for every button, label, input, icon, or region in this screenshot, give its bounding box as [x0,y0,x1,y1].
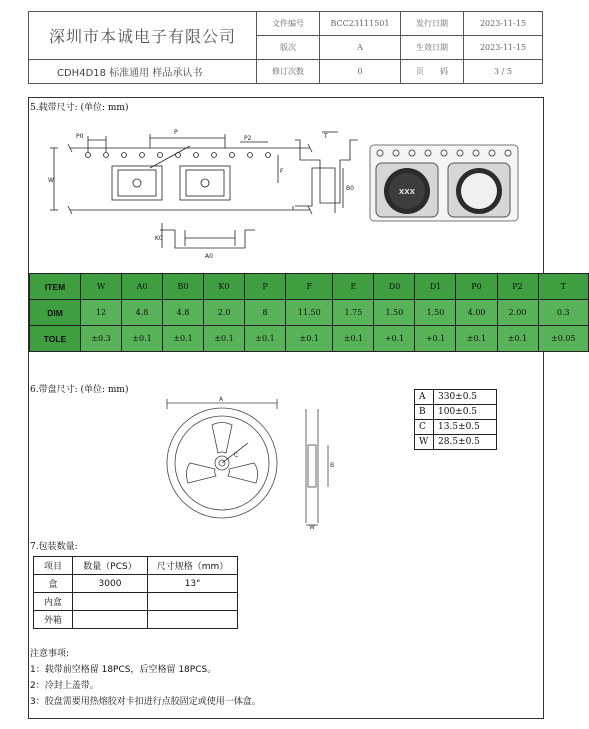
version-value: A [320,36,401,60]
label-t: T [324,133,328,140]
spec-header: E [333,274,374,300]
spec-tole-label: TOLE [30,326,81,352]
reel-label-c: C [234,452,239,459]
pack-header: 尺寸规格（mm） [148,557,238,575]
effective-date-value: 2023-11-15 [464,36,543,60]
reel-row [415,390,497,405]
document-header [28,11,543,84]
spec-dim-cell: 8 [245,300,286,326]
reel-key: C [415,420,434,435]
spec-header: F [286,274,333,300]
reel-spec-table [414,389,497,450]
pack-cell [148,611,238,629]
reel-label-b: B [330,462,335,469]
spec-tole-cell: ±0.1 [333,326,374,352]
spec-header: P0 [456,274,497,300]
reel-value: 13.5±0.5 [434,420,497,435]
pack-cell [73,593,148,611]
reel-value: 28.5±0.5 [434,435,497,450]
label-b0: B0 [346,185,354,192]
reel-value: 100±0.5 [434,405,497,420]
spec-dim-label: DIM [30,300,81,326]
page-label: 页 码 [401,60,464,84]
note-item: 3：胶盘需要用热熔胶对卡扣进行点胶固定或使用一体盒。 [30,697,261,707]
spec-tole-cell: ±0.1 [245,326,286,352]
spec-tole-cell: +0.1 [415,326,456,352]
revision-count-label: 修订次数 [257,60,320,84]
note-item: 2：冷封上盖带。 [30,681,99,691]
company-name: 深圳市本诚电子有限公司 [29,12,257,60]
reel-value: 330±0.5 [434,390,497,405]
spec-header: T [538,274,588,300]
note-item: 1：载带前空格留 18PCS，后空格留 18PCS。 [30,665,217,675]
tape-spec-table [29,273,576,345]
spec-header: D0 [374,274,415,300]
pack-cell: 3000 [73,575,148,593]
spec-dim-cell: 1.75 [333,300,374,326]
pack-cell: 内盒 [34,593,73,611]
reel-diagram [160,395,350,530]
spec-tole-cell: ±0.1 [204,326,245,352]
reel-key: W [415,435,434,450]
issue-date-label: 发行日期 [401,12,464,36]
pack-cell: 盒 [34,575,73,593]
spec-dim-cell: 2.00 [497,300,538,326]
reel-key: B [415,405,434,420]
section-7-title: 7.包装数量: [30,542,78,552]
spec-tole-cell: ±0.05 [538,326,588,352]
pack-header: 数量（PCS） [73,557,148,575]
effective-date-label: 生效日期 [401,36,464,60]
label-p: P [174,129,178,136]
reel-row [415,420,497,435]
pack-row [34,593,238,611]
pack-row [34,611,238,629]
section-5-title: 5.载带尺寸: (单位: mm) [30,103,129,113]
spec-tole-cell: ±0.3 [81,326,122,352]
spec-dim-cell: 2.0 [204,300,245,326]
section-6-title: 6.带盘尺寸: (单位: mm) [30,385,129,395]
spec-tole-cell: ±0.1 [163,326,204,352]
spec-header-item: ITEM [30,274,81,300]
reel-label-a: A [219,396,224,403]
file-no-label: 文件编号 [257,12,320,36]
label-f: F [280,168,284,175]
label-w: W [48,177,54,184]
spec-dim-cell: 1.50 [415,300,456,326]
spec-header: D1 [415,274,456,300]
reel-label-w: W [309,524,315,531]
notes-title: 注意事项: [30,649,70,659]
page-number: 3 / 5 [464,60,543,84]
pack-cell: 13" [148,575,238,593]
spec-header: P2 [497,274,538,300]
reel-row [415,435,497,450]
spec-dim-cell: 12 [81,300,122,326]
document-title: CDH4D18 标准通用 样品承认书 [29,60,257,84]
spec-tole-cell: +0.1 [374,326,415,352]
spec-dim-cell: 4.8 [122,300,163,326]
revision-count-value: 0 [320,60,401,84]
spec-tole-cell: ±0.1 [122,326,163,352]
spec-header: A0 [122,274,163,300]
pack-cell [73,611,148,629]
spec-dim-cell: 4.00 [456,300,497,326]
carrier-tape-diagram [40,118,370,268]
spec-header: W [81,274,122,300]
inductor-mark: XXX [398,188,416,196]
version-label: 版次 [257,36,320,60]
spec-header: B0 [163,274,204,300]
label-a0: A0 [205,253,213,260]
label-p0: P0 [76,133,84,140]
spec-dim-cell: 11.50 [286,300,333,326]
spec-dim-cell: 0.3 [538,300,588,326]
spec-tole-cell: ±0.1 [456,326,497,352]
packing-table [33,556,238,629]
pack-header: 项目 [34,557,73,575]
spec-tole-cell: ±0.1 [497,326,538,352]
pack-row [34,575,238,593]
file-no-value: BCC23111501 [320,12,401,36]
issue-date-value: 2023-11-15 [464,12,543,36]
pack-cell: 外箱 [34,611,73,629]
reel-key: A [415,390,434,405]
reel-row [415,405,497,420]
spec-dim-cell: 4.8 [163,300,204,326]
spec-tole-cell: ±0.1 [286,326,333,352]
carrier-tape-photo [370,145,518,221]
spec-dim-cell: 1.50 [374,300,415,326]
label-k0: K0 [155,235,163,242]
label-p2: P2 [244,135,252,142]
spec-header: P [245,274,286,300]
spec-header: K0 [204,274,245,300]
pack-cell [148,593,238,611]
